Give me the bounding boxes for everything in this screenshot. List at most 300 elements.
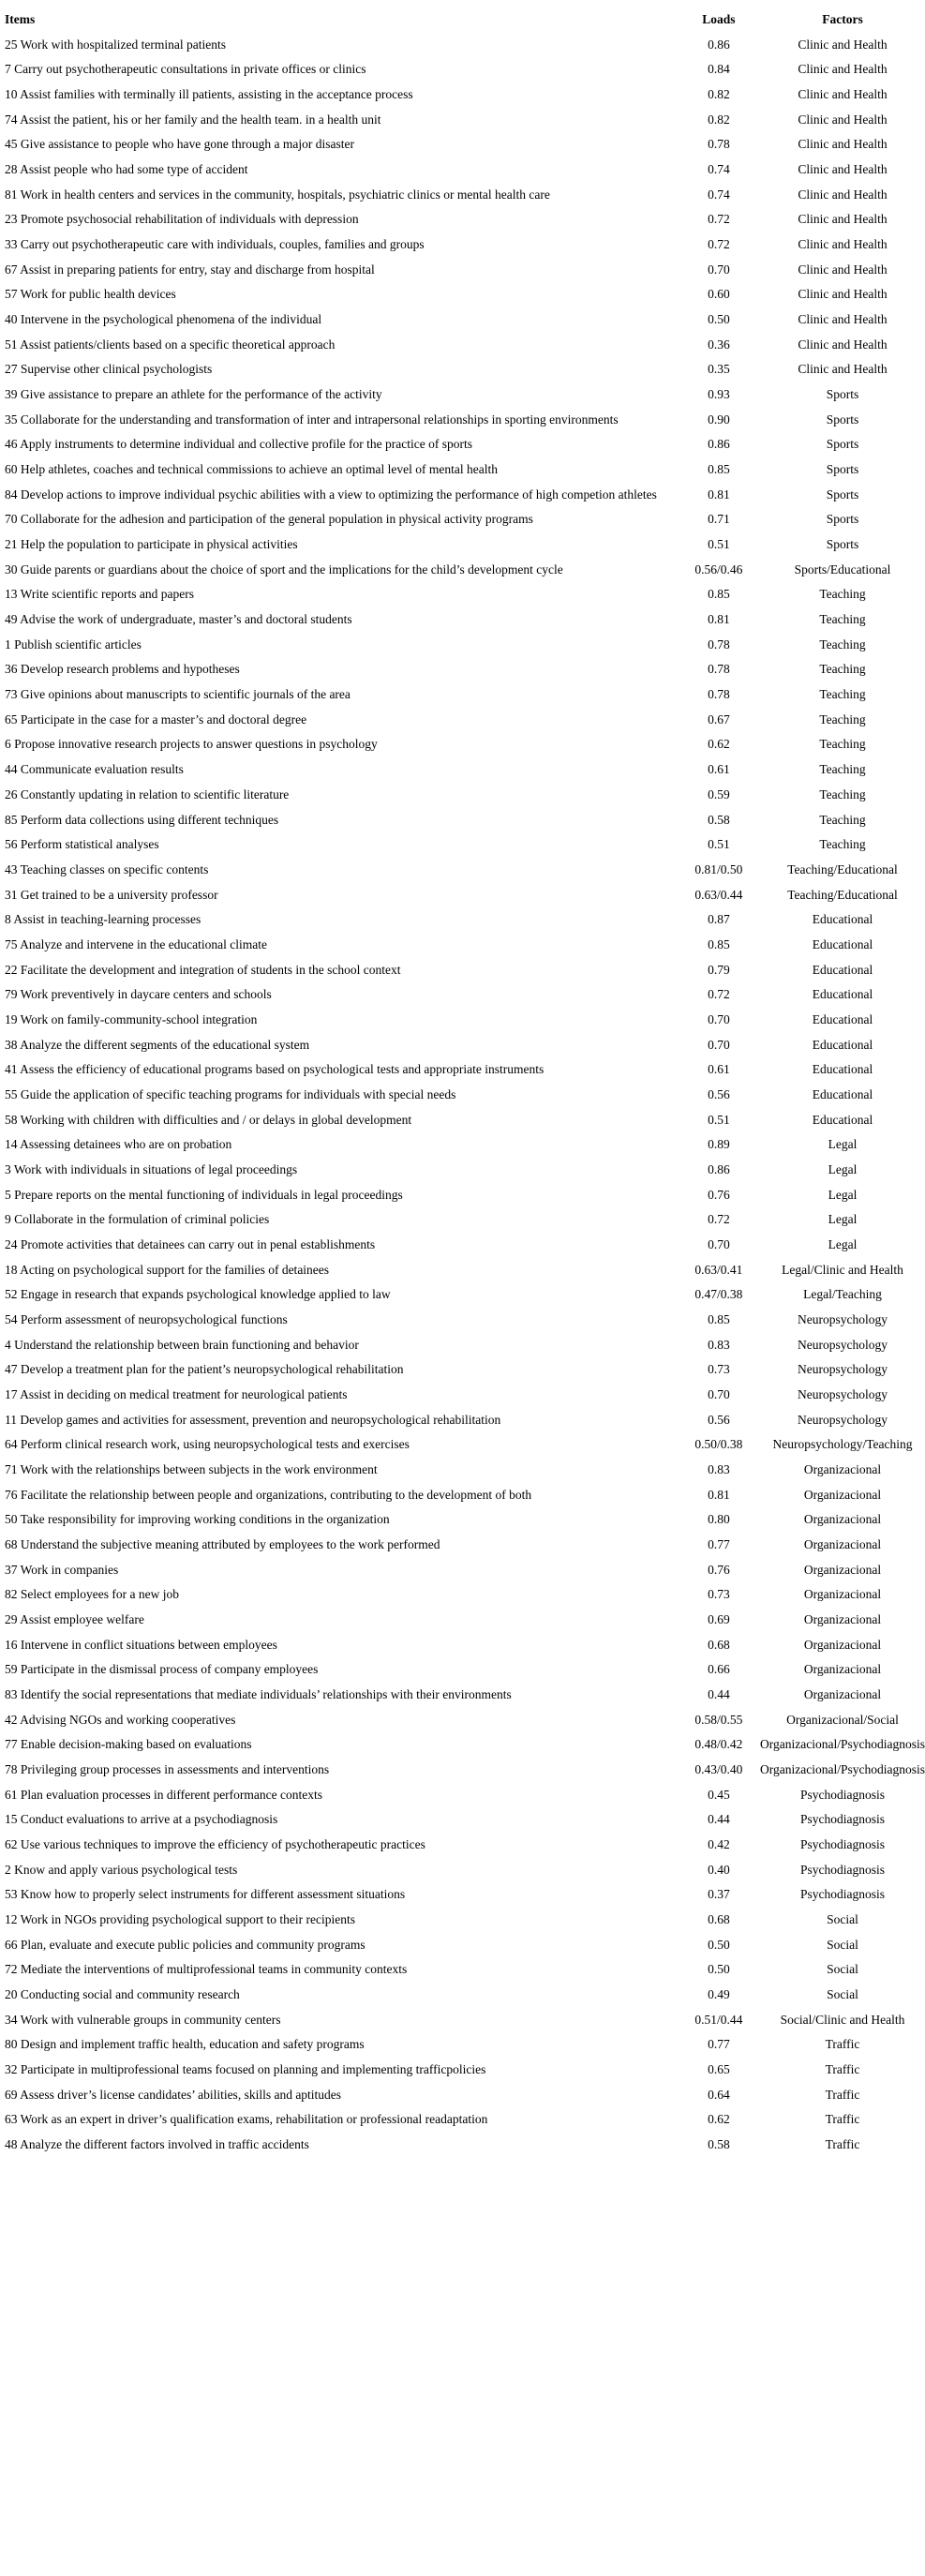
factor-cell: Sports xyxy=(826,437,859,452)
item-cell: 58 Working with children with difficulties and / or delays in global development xyxy=(5,1112,412,1127)
factor-cell: Sports xyxy=(826,512,859,527)
load-cell: 0.70 xyxy=(708,1037,730,1052)
table-row xyxy=(0,183,925,208)
factor-cell: Sports xyxy=(826,462,859,477)
table-row xyxy=(0,33,925,58)
factor-cell: Organizacional xyxy=(803,1687,882,1702)
table-row xyxy=(0,2008,925,2033)
item-cell: 33 Carry out psychotherapeutic care with individuals, couples, families and groups xyxy=(5,237,425,252)
header-items: Items xyxy=(5,12,36,26)
table-row xyxy=(0,1083,925,1108)
load-cell: 0.35 xyxy=(708,362,730,377)
factor-cell: Clinic and Health xyxy=(798,237,888,252)
table-row xyxy=(0,1158,925,1183)
item-cell: 68 Understand the subjective meaning attributed by employees to the work performed xyxy=(5,1536,440,1551)
table-row xyxy=(0,1908,925,1933)
table-row xyxy=(0,382,925,408)
table-row xyxy=(0,1458,925,1483)
item-cell: 61 Plan evaluation processes in different performance contexts xyxy=(5,1787,323,1802)
table-row xyxy=(0,1582,925,1608)
item-cell: 23 Promote psychosocial rehabilitation of individuals with depression xyxy=(5,212,359,227)
load-cell: 0.80 xyxy=(708,1512,730,1527)
load-cell: 0.77 xyxy=(708,1536,730,1551)
factor-cell: Educational xyxy=(812,1112,873,1127)
load-cell: 0.50 xyxy=(708,1937,730,1952)
load-cell: 0.56 xyxy=(708,1086,730,1101)
factor-cell: Organizacional/Social xyxy=(786,1712,899,1727)
factor-cell: Sports xyxy=(826,487,859,502)
factor-cell: Organizacional xyxy=(803,1562,882,1577)
table-row xyxy=(0,1507,925,1533)
item-cell: 78 Privileging group processes in assessments and interventions xyxy=(5,1762,330,1777)
table-row xyxy=(0,1683,925,1708)
load-cell: 0.89 xyxy=(708,1137,730,1152)
item-cell: 41 Assess the efficiency of educational programs based on psychological tests and appropriate instruments xyxy=(5,1062,545,1077)
item-cell: 43 Teaching classes on specific contents xyxy=(5,861,209,876)
item-cell: 85 Perform data collections using different techniques xyxy=(5,812,279,827)
item-cell: 82 Select employees for a new job xyxy=(5,1587,179,1602)
table-row xyxy=(0,1807,925,1833)
factor-cell: Organizacional xyxy=(803,1612,882,1626)
table-row xyxy=(0,1408,925,1433)
table-row xyxy=(0,808,925,833)
table-header-row xyxy=(0,7,925,33)
load-cell: 0.63/0.41 xyxy=(694,1262,743,1277)
table-row xyxy=(0,1758,925,1783)
item-cell: 24 Promote activities that detainees can carry out in penal establishments xyxy=(5,1236,376,1251)
factor-cell: Teaching xyxy=(819,737,866,752)
item-cell: 15 Conduct evaluations to arrive at a psychodiagnosis xyxy=(5,1812,278,1827)
factor-cell: Clinic and Health xyxy=(798,312,888,327)
table-row xyxy=(0,2058,925,2083)
item-cell: 6 Propose innovative research projects to answer questions in psychology xyxy=(5,737,378,752)
factor-cell: Psychodiagnosis xyxy=(800,1862,886,1877)
table-row xyxy=(0,1108,925,1133)
item-cell: 13 Write scientific reports and papers xyxy=(5,587,195,602)
table-row xyxy=(0,1132,925,1158)
factor-cell: Organizacional/Psychodiagnosis xyxy=(760,1762,925,1777)
load-cell: 0.93 xyxy=(708,387,730,402)
load-cell: 0.44 xyxy=(708,1687,730,1702)
table-row xyxy=(0,1258,925,1283)
table-row xyxy=(0,1282,925,1308)
load-cell: 0.78 xyxy=(708,137,730,152)
table-row xyxy=(0,633,925,658)
table-row xyxy=(0,2133,925,2158)
load-cell: 0.56/0.46 xyxy=(694,562,743,577)
item-cell: 34 Work with vulnerable groups in community centers xyxy=(5,2012,281,2027)
factor-cell: Teaching xyxy=(819,587,866,602)
load-cell: 0.74 xyxy=(708,162,730,177)
item-cell: 8 Assist in teaching-learning processes xyxy=(5,912,201,927)
factor-cell: Traffic xyxy=(825,2137,860,2152)
item-cell: 57 Work for public health devices xyxy=(5,287,176,302)
table-row xyxy=(0,532,925,558)
load-cell: 0.76 xyxy=(708,1562,730,1577)
factor-cell: Clinic and Health xyxy=(798,162,888,177)
item-cell: 47 Develop a treatment plan for the patient’s neuropsychological rehabilitation xyxy=(5,1362,404,1377)
item-cell: 5 Prepare reports on the mental functioning of individuals in legal proceedings xyxy=(5,1187,403,1202)
load-cell: 0.40 xyxy=(708,1862,730,1877)
item-cell: 64 Perform clinical research work, using neuropsychological tests and exercises xyxy=(5,1437,410,1452)
load-cell: 0.67 xyxy=(708,711,730,726)
table-row xyxy=(0,757,925,783)
factor-cell: Neuropsychology xyxy=(798,1412,888,1427)
item-cell: 20 Conducting social and community research xyxy=(5,1987,240,2002)
table-row xyxy=(0,2107,925,2133)
table-row xyxy=(0,1533,925,1558)
header-loads: Loads xyxy=(702,12,736,26)
factor-cell: Legal xyxy=(828,1161,858,1176)
load-cell: 0.70 xyxy=(708,1236,730,1251)
factor-cell: Organizacional xyxy=(803,1512,882,1527)
factor-cell: Organizacional xyxy=(803,1461,882,1476)
item-cell: 62 Use various techniques to improve the efficiency of psychotherapeutic practices xyxy=(5,1837,425,1852)
factor-cell: Clinic and Health xyxy=(798,137,888,152)
table-row xyxy=(0,933,925,958)
table-row xyxy=(0,82,925,108)
item-cell: 39 Give assistance to prepare an athlete for the performance of the activity xyxy=(5,387,382,402)
item-cell: 37 Work in companies xyxy=(5,1562,119,1577)
factor-cell: Sports xyxy=(826,412,859,427)
factor-cell: Traffic xyxy=(825,2087,860,2102)
table-row xyxy=(0,1558,925,1583)
load-cell: 0.71 xyxy=(708,512,730,527)
factor-cell: Legal/Teaching xyxy=(803,1287,882,1302)
table-row xyxy=(0,282,925,307)
load-cell: 0.90 xyxy=(708,412,730,427)
table-row xyxy=(0,432,925,457)
item-cell: 49 Advise the work of undergraduate, master’s and doctoral students xyxy=(5,612,352,627)
factor-cell: Educational xyxy=(812,962,873,977)
load-cell: 0.78 xyxy=(708,687,730,702)
table-row xyxy=(0,657,925,682)
factor-cell: Clinic and Health xyxy=(798,112,888,127)
factor-cell: Traffic xyxy=(825,2037,860,2052)
load-cell: 0.44 xyxy=(708,1812,730,1827)
factor-cell: Clinic and Health xyxy=(798,37,888,52)
item-cell: 1 Publish scientific articles xyxy=(5,637,142,651)
load-cell: 0.50 xyxy=(708,312,730,327)
table-row xyxy=(0,558,925,583)
item-cell: 76 Facilitate the relationship between people and organizations, contributing to the development of both xyxy=(5,1487,532,1502)
table-row xyxy=(0,1207,925,1233)
factor-cell: Legal xyxy=(828,1236,858,1251)
load-cell: 0.87 xyxy=(708,912,730,927)
factor-cell: Organizacional xyxy=(803,1662,882,1677)
load-cell: 0.86 xyxy=(708,37,730,52)
header-factors: Factors xyxy=(822,12,863,26)
item-cell: 71 Work with the relationships between subjects in the work environment xyxy=(5,1461,378,1476)
item-cell: 73 Give opinions about manuscripts to scientific journals of the area xyxy=(5,687,351,702)
table-row xyxy=(0,457,925,483)
factor-cell: Social xyxy=(827,1987,858,2002)
item-cell: 31 Get trained to be a university professor xyxy=(5,887,218,902)
table-row xyxy=(0,1483,925,1508)
table-row xyxy=(0,858,925,883)
factor-cell: Teaching xyxy=(819,662,866,677)
table-row xyxy=(0,258,925,283)
item-cell: 26 Constantly updating in relation to scientific literature xyxy=(5,786,290,801)
item-cell: 32 Participate in multiprofessional teams focused on planning and implementing trafficpolicies xyxy=(5,2062,486,2077)
item-cell: 19 Work on family-community-school integration xyxy=(5,1011,258,1026)
item-cell: 80 Design and implement traffic health, education and safety programs xyxy=(5,2037,365,2052)
factor-cell: Educational xyxy=(812,912,873,927)
item-cell: 22 Facilitate the development and integration of students in the school context xyxy=(5,962,401,977)
item-cell: 44 Communicate evaluation results xyxy=(5,762,184,777)
table-row xyxy=(0,483,925,508)
table-row xyxy=(0,1383,925,1408)
table-row xyxy=(0,1882,925,1908)
factor-cell: Clinic and Health xyxy=(798,62,888,77)
table-row xyxy=(0,207,925,232)
factor-cell: Clinic and Health xyxy=(798,337,888,352)
item-cell: 55 Guide the application of specific teaching programs for individuals with special needs xyxy=(5,1086,456,1101)
table-row xyxy=(0,682,925,708)
item-cell: 36 Develop research problems and hypotheses xyxy=(5,662,240,677)
table-row xyxy=(0,408,925,433)
table-row xyxy=(0,2083,925,2108)
item-cell: 65 Participate in the case for a master’s and doctoral degree xyxy=(5,711,307,726)
load-cell: 0.85 xyxy=(708,936,730,951)
factor-cell: Teaching xyxy=(819,812,866,827)
item-cell: 16 Intervene in conflict situations between employees xyxy=(5,1637,277,1652)
factor-cell: Sports xyxy=(826,387,859,402)
item-cell: 54 Perform assessment of neuropsychological functions xyxy=(5,1311,288,1326)
load-cell: 0.83 xyxy=(708,1461,730,1476)
item-cell: 84 Develop actions to improve individual psychic abilities with a view to optimizing the performance of high competion athletes xyxy=(5,487,657,502)
table-row xyxy=(0,307,925,333)
item-cell: 4 Understand the relationship between brain functioning and behavior xyxy=(5,1337,359,1352)
load-cell: 0.45 xyxy=(708,1787,730,1802)
load-cell: 0.72 xyxy=(708,212,730,227)
item-cell: 46 Apply instruments to determine individual and collective profile for the practice of sports xyxy=(5,437,472,452)
load-cell: 0.47/0.38 xyxy=(694,1287,743,1302)
item-cell: 42 Advising NGOs and working cooperatives xyxy=(5,1712,236,1727)
factor-cell: Sports/Educational xyxy=(794,562,891,577)
item-cell: 60 Help athletes, coaches and technical commissions to achieve an optimal level of mental health xyxy=(5,462,498,477)
load-cell: 0.78 xyxy=(708,662,730,677)
table-row xyxy=(0,132,925,157)
load-cell: 0.77 xyxy=(708,2037,730,2052)
item-cell: 48 Analyze the different factors involved in traffic accidents xyxy=(5,2137,309,2152)
factor-cell: Educational xyxy=(812,1037,873,1052)
load-cell: 0.72 xyxy=(708,1212,730,1227)
load-cell: 0.61 xyxy=(708,1062,730,1077)
table-row xyxy=(0,1183,925,1208)
factor-cell: Social xyxy=(827,1937,858,1952)
factor-cell: Neuropsychology xyxy=(798,1311,888,1326)
table-row xyxy=(0,1957,925,1983)
table-row xyxy=(0,1858,925,1883)
item-cell: 40 Intervene in the psychological phenomena of the individual xyxy=(5,312,322,327)
load-cell: 0.81 xyxy=(708,487,730,502)
factor-cell: Teaching xyxy=(819,786,866,801)
factor-cell: Teaching xyxy=(819,762,866,777)
factor-cell: Neuropsychology/Teaching xyxy=(772,1437,913,1452)
factor-cell: Organizacional/Psychodiagnosis xyxy=(760,1737,925,1752)
factor-cell: Social/Clinic and Health xyxy=(780,2012,905,2027)
item-cell: 3 Work with individuals in situations of legal proceedings xyxy=(5,1161,298,1176)
factor-cell: Clinic and Health xyxy=(798,262,888,277)
load-cell: 0.84 xyxy=(708,62,730,77)
item-cell: 75 Analyze and intervene in the educational climate xyxy=(5,936,268,951)
factor-cell: Clinic and Health xyxy=(798,212,888,227)
table-row xyxy=(0,357,925,382)
load-cell: 0.49 xyxy=(708,1987,730,2002)
table-row xyxy=(0,883,925,908)
table-row xyxy=(0,732,925,757)
load-cell: 0.69 xyxy=(708,1612,730,1626)
factor-cell: Psychodiagnosis xyxy=(800,1787,886,1802)
item-cell: 53 Know how to properly select instruments for different assessment situations xyxy=(5,1887,406,1902)
item-cell: 7 Carry out psychotherapeutic consultations in private offices or clinics xyxy=(5,62,366,77)
table-row xyxy=(0,1233,925,1258)
factor-cell: Legal xyxy=(828,1212,858,1227)
item-cell: 25 Work with hospitalized terminal patients xyxy=(5,37,226,52)
item-cell: 63 Work as an expert in driver’s qualification exams, rehabilitation or professional readaptation xyxy=(5,2112,488,2127)
load-cell: 0.51/0.44 xyxy=(694,2012,743,2027)
factor-cell: Educational xyxy=(812,936,873,951)
load-cell: 0.70 xyxy=(708,1011,730,1026)
factor-cell: Teaching/Educational xyxy=(787,861,898,876)
load-cell: 0.37 xyxy=(708,1887,730,1902)
table-row xyxy=(0,1357,925,1383)
item-cell: 27 Supervise other clinical psychologists xyxy=(5,362,213,377)
load-cell: 0.66 xyxy=(708,1662,730,1677)
table-row xyxy=(0,832,925,858)
factor-cell: Organizacional xyxy=(803,1487,882,1502)
table-row xyxy=(0,232,925,258)
table-row xyxy=(0,907,925,933)
table-row xyxy=(0,708,925,733)
table-row xyxy=(0,1432,925,1458)
load-cell: 0.63/0.44 xyxy=(694,887,743,902)
factor-cell: Traffic xyxy=(825,2062,860,2077)
item-cell: 70 Collaborate for the adhesion and participation of the general population in physical activity programs xyxy=(5,512,533,527)
item-cell: 67 Assist in preparing patients for entry, stay and discharge from hospital xyxy=(5,262,375,277)
factor-cell: Clinic and Health xyxy=(798,362,888,377)
load-cell: 0.79 xyxy=(708,962,730,977)
load-cell: 0.86 xyxy=(708,437,730,452)
load-cell: 0.51 xyxy=(708,837,730,852)
item-cell: 28 Assist people who had some type of accident xyxy=(5,162,248,177)
load-cell: 0.81 xyxy=(708,1487,730,1502)
load-cell: 0.59 xyxy=(708,786,730,801)
item-cell: 81 Work in health centers and services in the community, hospitals, psychiatric clinics or mental health care xyxy=(5,187,550,202)
load-cell: 0.42 xyxy=(708,1837,730,1852)
load-cell: 0.58 xyxy=(708,812,730,827)
load-cell: 0.73 xyxy=(708,1587,730,1602)
item-cell: 29 Assist employee welfare xyxy=(5,1612,144,1626)
load-cell: 0.58/0.55 xyxy=(694,1712,743,1727)
factor-cell: Neuropsychology xyxy=(798,1386,888,1401)
item-cell: 56 Perform statistical analyses xyxy=(5,837,159,852)
table-row xyxy=(0,1633,925,1658)
load-cell: 0.72 xyxy=(708,987,730,1002)
item-cell: 2 Know and apply various psychological tests xyxy=(5,1862,238,1877)
factor-cell: Teaching/Educational xyxy=(787,887,898,902)
item-cell: 14 Assessing detainees who are on probation xyxy=(5,1137,232,1152)
table-row xyxy=(0,1308,925,1333)
table-body xyxy=(0,33,925,2158)
item-cell: 30 Guide parents or guardians about the choice of sport and the implications for the child’s development cycle xyxy=(5,562,563,577)
item-cell: 18 Acting on psychological support for the families of detainees xyxy=(5,1262,330,1277)
load-cell: 0.43/0.40 xyxy=(694,1762,743,1777)
item-cell: 59 Participate in the dismissal process of company employees xyxy=(5,1662,319,1677)
factor-cell: Psychodiagnosis xyxy=(800,1887,886,1902)
item-cell: 69 Assess driver’s license candidates’ abilities, skills and aptitudes xyxy=(5,2087,342,2102)
factor-cell: Organizacional xyxy=(803,1536,882,1551)
load-cell: 0.56 xyxy=(708,1412,730,1427)
table-row xyxy=(0,1057,925,1083)
load-cell: 0.85 xyxy=(708,1311,730,1326)
table-row xyxy=(0,607,925,633)
item-cell: 66 Plan, evaluate and execute public policies and community programs xyxy=(5,1937,366,1952)
load-cell: 0.73 xyxy=(708,1362,730,1377)
load-cell: 0.82 xyxy=(708,112,730,127)
item-cell: 35 Collaborate for the understanding and transformation of inter and intrapersonal relationships in sporting environments xyxy=(5,412,619,427)
load-cell: 0.51 xyxy=(708,1112,730,1127)
factor-cell: Educational xyxy=(812,1011,873,1026)
item-cell: 9 Collaborate in the formulation of criminal policies xyxy=(5,1212,270,1227)
item-cell: 51 Assist patients/clients based on a specific theoretical approach xyxy=(5,337,336,352)
item-cell: 72 Mediate the interventions of multiprofessional teams in community contexts xyxy=(5,1962,408,1977)
item-cell: 50 Take responsibility for improving working conditions in the organization xyxy=(5,1512,390,1527)
item-cell: 74 Assist the patient, his or her family and the health team. in a health unit xyxy=(5,112,381,127)
load-cell: 0.70 xyxy=(708,262,730,277)
factor-cell: Social xyxy=(827,1912,858,1927)
load-cell: 0.86 xyxy=(708,1161,730,1176)
factor-cell: Clinic and Health xyxy=(798,87,888,102)
load-cell: 0.62 xyxy=(708,737,730,752)
factor-cell: Legal/Clinic and Health xyxy=(782,1262,903,1277)
factor-cell: Social xyxy=(827,1962,858,1977)
table-row xyxy=(0,1933,925,1958)
item-cell: 12 Work in NGOs providing psychological support to their recipients xyxy=(5,1912,355,1927)
item-cell: 21 Help the population to participate in physical activities xyxy=(5,537,298,552)
factor-cell: Neuropsychology xyxy=(798,1337,888,1352)
load-cell: 0.68 xyxy=(708,1912,730,1927)
factor-cell: Educational xyxy=(812,1086,873,1101)
factor-cell: Teaching xyxy=(819,612,866,627)
factor-cell: Teaching xyxy=(819,687,866,702)
factor-loadings-table xyxy=(0,7,925,2158)
table-row xyxy=(0,1783,925,1808)
load-cell: 0.68 xyxy=(708,1637,730,1652)
factor-cell: Psychodiagnosis xyxy=(800,1837,886,1852)
table-row xyxy=(0,1333,925,1358)
load-cell: 0.60 xyxy=(708,287,730,302)
item-cell: 77 Enable decision-making based on evaluations xyxy=(5,1737,252,1752)
table-row xyxy=(0,1657,925,1683)
load-cell: 0.58 xyxy=(708,2137,730,2152)
table-row xyxy=(0,507,925,532)
table-row xyxy=(0,333,925,358)
load-cell: 0.85 xyxy=(708,462,730,477)
factor-cell: Organizacional xyxy=(803,1637,882,1652)
load-cell: 0.65 xyxy=(708,2062,730,2077)
item-cell: 11 Develop games and activities for assessment, prevention and neuropsychological rehabilitation xyxy=(5,1412,501,1427)
item-cell: 45 Give assistance to people who have gone through a major disaster xyxy=(5,137,355,152)
load-cell: 0.51 xyxy=(708,537,730,552)
factor-cell: Legal xyxy=(828,1137,858,1152)
factor-cell: Traffic xyxy=(825,2112,860,2127)
load-cell: 0.85 xyxy=(708,587,730,602)
factor-cell: Sports xyxy=(826,537,859,552)
load-cell: 0.61 xyxy=(708,762,730,777)
item-cell: 10 Assist families with terminally ill patients, assisting in the acceptance process xyxy=(5,87,413,102)
